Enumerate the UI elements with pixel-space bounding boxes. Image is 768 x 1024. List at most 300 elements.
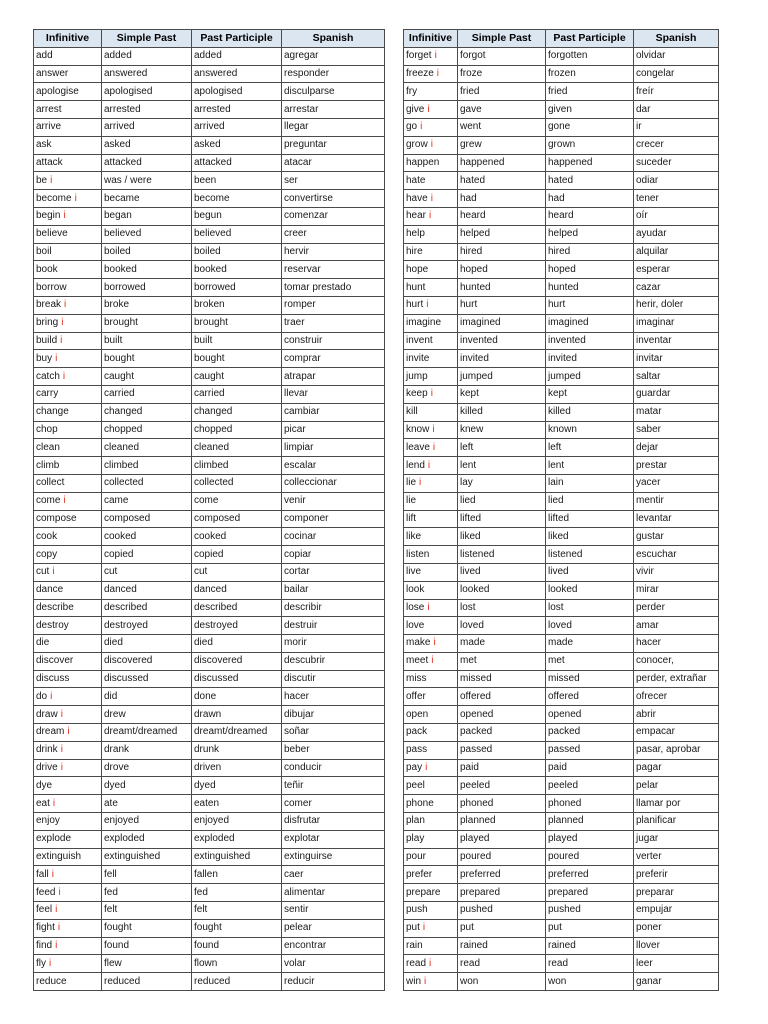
table-row xyxy=(34,154,385,172)
spanish-cell: preparar xyxy=(634,884,719,902)
irregular-marker: i xyxy=(424,975,427,987)
infinitive-cell xyxy=(34,296,102,314)
infinitive-text: freeze xyxy=(406,67,434,79)
irregular-marker: i xyxy=(74,192,77,204)
infinitive-text: describe xyxy=(36,601,74,613)
table-row xyxy=(404,546,719,564)
past-participle-cell: done xyxy=(192,688,282,706)
past-participle-cell: left xyxy=(546,439,634,457)
irregular-marker: i xyxy=(58,886,61,898)
past-participle-cell: frozen xyxy=(546,65,634,83)
infinitive-cell xyxy=(404,279,458,297)
infinitive-cell xyxy=(404,563,458,581)
past-participle-cell: fallen xyxy=(192,866,282,884)
simple-past-cell: jumped xyxy=(458,368,546,386)
simple-past-cell: danced xyxy=(102,581,192,599)
simple-past-cell: looked xyxy=(458,581,546,599)
simple-past-cell: asked xyxy=(102,136,192,154)
spanish-cell: tener xyxy=(634,190,719,208)
infinitive-text: copy xyxy=(36,548,58,560)
infinitive-text: lie xyxy=(406,495,417,507)
infinitive-cell xyxy=(34,813,102,831)
table-row xyxy=(34,332,385,350)
infinitive-text: discuss xyxy=(36,673,70,685)
spanish-cell: mentir xyxy=(634,492,719,510)
table-row xyxy=(34,617,385,635)
infinitive-text: catch xyxy=(36,370,60,382)
infinitive-text: become xyxy=(36,192,72,204)
simple-past-cell: drew xyxy=(102,706,192,724)
past-participle-cell: lived xyxy=(546,563,634,581)
verb-rows-right xyxy=(404,47,719,990)
table-row xyxy=(404,652,719,670)
table-row xyxy=(404,279,719,297)
spanish-cell: perder, extrañar xyxy=(634,670,719,688)
table-row xyxy=(404,830,719,848)
spanish-cell: morir xyxy=(282,635,385,653)
simple-past-cell: broke xyxy=(102,296,192,314)
spanish-cell: extinguirse xyxy=(282,848,385,866)
infinitive-cell xyxy=(404,492,458,510)
infinitive-cell xyxy=(404,777,458,795)
simple-past-cell: forgot xyxy=(458,47,546,65)
past-participle-cell: booked xyxy=(192,261,282,279)
col-header-spanish: Spanish xyxy=(634,30,719,48)
infinitive-text: feed xyxy=(36,886,56,898)
simple-past-cell: lived xyxy=(458,563,546,581)
col-header-spanish: Spanish xyxy=(282,30,385,48)
past-participle-cell: asked xyxy=(192,136,282,154)
irregular-marker: i xyxy=(52,566,55,578)
past-participle-cell: copied xyxy=(192,546,282,564)
spanish-cell: perder xyxy=(634,599,719,617)
past-participle-cell: opened xyxy=(546,706,634,724)
infinitive-text: arrest xyxy=(36,103,62,115)
table-row xyxy=(404,919,719,937)
table-row xyxy=(404,492,719,510)
infinitive-text: break xyxy=(36,299,62,311)
spanish-cell: colleccionar xyxy=(282,474,385,492)
infinitive-cell xyxy=(34,973,102,991)
infinitive-cell xyxy=(404,243,458,261)
infinitive-cell xyxy=(404,385,458,403)
infinitive-text: jump xyxy=(406,370,428,382)
infinitive-text: pack xyxy=(406,726,428,738)
infinitive-text: reduce xyxy=(36,975,67,987)
infinitive-cell xyxy=(34,118,102,136)
table-row xyxy=(404,884,719,902)
irregular-marker: i xyxy=(60,708,63,720)
table-row xyxy=(404,261,719,279)
past-participle-cell: eaten xyxy=(192,795,282,813)
infinitive-text: dance xyxy=(36,584,64,596)
table-row xyxy=(404,439,719,457)
past-participle-cell: lost xyxy=(546,599,634,617)
spanish-cell: beber xyxy=(282,741,385,759)
infinitive-text: invite xyxy=(406,352,430,364)
past-participle-cell: described xyxy=(192,599,282,617)
past-participle-cell: gone xyxy=(546,118,634,136)
table-row xyxy=(404,777,719,795)
infinitive-cell xyxy=(404,47,458,65)
table-row xyxy=(34,118,385,136)
infinitive-cell xyxy=(34,101,102,119)
simple-past-cell: built xyxy=(102,332,192,350)
irregular-marker: i xyxy=(427,459,431,471)
past-participle-cell: drawn xyxy=(192,706,282,724)
past-participle-cell: fried xyxy=(546,83,634,101)
spanish-cell: vivir xyxy=(634,563,719,581)
infinitive-text: attack xyxy=(36,156,63,168)
infinitive-cell xyxy=(34,190,102,208)
spanish-cell: disculparse xyxy=(282,83,385,101)
infinitive-cell xyxy=(34,688,102,706)
spanish-cell: alimentar xyxy=(282,884,385,902)
simple-past-cell: dyed xyxy=(102,777,192,795)
past-participle-cell: collected xyxy=(192,474,282,492)
simple-past-cell: arrested xyxy=(102,101,192,119)
past-participle-cell: carried xyxy=(192,385,282,403)
irregular-marker: i xyxy=(419,477,422,489)
table-row xyxy=(404,118,719,136)
simple-past-cell: invented xyxy=(458,332,546,350)
past-participle-cell: heard xyxy=(546,207,634,225)
infinitive-cell xyxy=(404,172,458,190)
irregular-marker: i xyxy=(67,726,70,738)
table-row xyxy=(34,973,385,991)
irregular-marker: i xyxy=(55,940,58,952)
spanish-cell: saber xyxy=(634,421,719,439)
past-participle-cell: poured xyxy=(546,848,634,866)
infinitive-cell xyxy=(404,474,458,492)
spanish-cell: hacer xyxy=(634,635,719,653)
past-participle-cell: built xyxy=(192,332,282,350)
simple-past-cell: did xyxy=(102,688,192,706)
infinitive-text: help xyxy=(406,228,425,240)
infinitive-text: buy xyxy=(36,352,53,364)
simple-past-cell: carried xyxy=(102,385,192,403)
infinitive-cell xyxy=(404,314,458,332)
irregular-marker: i xyxy=(422,922,426,934)
past-participle-cell: fed xyxy=(192,884,282,902)
simple-past-cell: peeled xyxy=(458,777,546,795)
infinitive-cell xyxy=(404,937,458,955)
simple-past-cell: loved xyxy=(458,617,546,635)
infinitive-cell xyxy=(34,474,102,492)
infinitive-cell xyxy=(404,546,458,564)
past-participle-cell: killed xyxy=(546,403,634,421)
infinitive-cell xyxy=(34,795,102,813)
spanish-cell: destruir xyxy=(282,617,385,635)
infinitive-cell xyxy=(34,332,102,350)
infinitive-text: compose xyxy=(36,512,77,524)
simple-past-cell: imagined xyxy=(458,314,546,332)
past-participle-cell: forgotten xyxy=(546,47,634,65)
spanish-cell: escuchar xyxy=(634,546,719,564)
table-row xyxy=(404,866,719,884)
simple-past-cell: destroyed xyxy=(102,617,192,635)
irregular-marker: i xyxy=(429,957,432,969)
past-participle-cell: packed xyxy=(546,724,634,742)
spanish-cell: dejar xyxy=(634,439,719,457)
irregular-marker: i xyxy=(434,50,437,62)
infinitive-text: listen xyxy=(406,548,430,560)
spanish-cell: escalar xyxy=(282,457,385,475)
infinitive-cell xyxy=(34,279,102,297)
spanish-cell: poner xyxy=(634,919,719,937)
table-row xyxy=(34,546,385,564)
infinitive-cell xyxy=(404,225,458,243)
spanish-cell: agregar xyxy=(282,47,385,65)
past-participle-cell: danced xyxy=(192,581,282,599)
table-row xyxy=(34,902,385,920)
simple-past-cell: rained xyxy=(458,937,546,955)
past-participle-cell: bought xyxy=(192,350,282,368)
col-header-simple-past: Simple Past xyxy=(102,30,192,48)
infinitive-cell xyxy=(34,368,102,386)
infinitive-text: hope xyxy=(406,263,429,275)
table-row xyxy=(404,136,719,154)
simple-past-cell: extinguished xyxy=(102,848,192,866)
past-participle-cell: believed xyxy=(192,225,282,243)
table-row xyxy=(404,528,719,546)
infinitive-cell xyxy=(34,528,102,546)
simple-past-cell: gave xyxy=(458,101,546,119)
infinitive-cell xyxy=(34,261,102,279)
table-row xyxy=(34,457,385,475)
table-row xyxy=(34,510,385,528)
table-row xyxy=(404,421,719,439)
simple-past-cell: phoned xyxy=(458,795,546,813)
spanish-cell: sentir xyxy=(282,902,385,920)
spanish-cell: venir xyxy=(282,492,385,510)
past-participle-cell: lent xyxy=(546,457,634,475)
col-header-simple-past: Simple Past xyxy=(458,30,546,48)
simple-past-cell: killed xyxy=(458,403,546,421)
table-row xyxy=(404,848,719,866)
spanish-cell: inventar xyxy=(634,332,719,350)
infinitive-text: phone xyxy=(406,797,434,809)
infinitive-text: fly xyxy=(36,957,46,969)
infinitive-text: fall xyxy=(36,868,49,880)
simple-past-cell: offered xyxy=(458,688,546,706)
table-row xyxy=(404,207,719,225)
past-participle-cell: hunted xyxy=(546,279,634,297)
table-row xyxy=(34,172,385,190)
infinitive-text: meet xyxy=(406,655,429,667)
table-row xyxy=(34,403,385,421)
simple-past-cell: cut xyxy=(102,563,192,581)
infinitive-cell xyxy=(34,617,102,635)
spanish-cell: componer xyxy=(282,510,385,528)
table-row xyxy=(34,724,385,742)
past-participle-cell: phoned xyxy=(546,795,634,813)
infinitive-text: win xyxy=(406,975,422,987)
spanish-cell: atacar xyxy=(282,154,385,172)
simple-past-cell: enjoyed xyxy=(102,813,192,831)
spanish-cell: tomar prestado xyxy=(282,279,385,297)
infinitive-text: cook xyxy=(36,530,58,542)
past-participle-cell: met xyxy=(546,652,634,670)
spanish-cell: copiar xyxy=(282,546,385,564)
irregular-marker: i xyxy=(60,334,63,346)
past-participle-cell: hoped xyxy=(546,261,634,279)
spanish-cell: oír xyxy=(634,207,719,225)
infinitive-cell xyxy=(34,599,102,617)
infinitive-text: chop xyxy=(36,423,58,435)
past-participle-cell: apologised xyxy=(192,83,282,101)
infinitive-text: cut xyxy=(36,566,50,578)
past-participle-cell: cooked xyxy=(192,528,282,546)
spanish-cell: odiar xyxy=(634,172,719,190)
simple-past-cell: went xyxy=(458,118,546,136)
past-participle-cell: discovered xyxy=(192,652,282,670)
infinitive-text: leave xyxy=(406,441,430,453)
infinitive-cell xyxy=(404,136,458,154)
table-row xyxy=(404,385,719,403)
table-row xyxy=(34,279,385,297)
infinitive-text: open xyxy=(406,708,429,720)
irregular-marker: i xyxy=(62,370,66,382)
infinitive-text: keep xyxy=(406,388,428,400)
simple-past-cell: made xyxy=(458,635,546,653)
infinitive-text: fight xyxy=(36,922,55,934)
spanish-cell: herir, doler xyxy=(634,296,719,314)
simple-past-cell: felt xyxy=(102,902,192,920)
simple-past-cell: planned xyxy=(458,813,546,831)
irregular-marker: i xyxy=(420,121,423,133)
infinitive-text: fry xyxy=(406,85,418,97)
simple-past-cell: became xyxy=(102,190,192,208)
irregular-marker: i xyxy=(430,139,433,151)
verb-table-left xyxy=(33,29,385,991)
past-participle-cell: lifted xyxy=(546,510,634,528)
past-participle-cell: drunk xyxy=(192,741,282,759)
simple-past-cell: fed xyxy=(102,884,192,902)
past-participle-cell: dyed xyxy=(192,777,282,795)
simple-past-cell: heard xyxy=(458,207,546,225)
simple-past-cell: lay xyxy=(458,474,546,492)
spanish-cell: volar xyxy=(282,955,385,973)
infinitive-text: kill xyxy=(406,406,418,418)
infinitive-cell xyxy=(404,510,458,528)
infinitive-text: die xyxy=(36,637,50,649)
infinitive-cell xyxy=(34,937,102,955)
simple-past-cell: kept xyxy=(458,385,546,403)
spanish-cell: dar xyxy=(634,101,719,119)
past-participle-cell: climbed xyxy=(192,457,282,475)
past-participle-cell: arrested xyxy=(192,101,282,119)
past-participle-cell: extinguished xyxy=(192,848,282,866)
spanish-cell: imaginar xyxy=(634,314,719,332)
infinitive-cell xyxy=(34,172,102,190)
infinitive-cell xyxy=(34,439,102,457)
table-row xyxy=(34,474,385,492)
spanish-cell: descubrir xyxy=(282,652,385,670)
table-row xyxy=(34,421,385,439)
table-row xyxy=(404,474,719,492)
infinitive-text: dream xyxy=(36,726,65,738)
infinitive-text: put xyxy=(406,922,420,934)
infinitive-cell xyxy=(34,759,102,777)
infinitive-text: know xyxy=(406,423,430,435)
table-row xyxy=(404,813,719,831)
past-participle-cell: become xyxy=(192,190,282,208)
spanish-cell: encontrar xyxy=(282,937,385,955)
spanish-cell: construir xyxy=(282,332,385,350)
table-row xyxy=(34,919,385,937)
spanish-cell: cocinar xyxy=(282,528,385,546)
spanish-cell: prestar xyxy=(634,457,719,475)
simple-past-cell: changed xyxy=(102,403,192,421)
spanish-cell: dibujar xyxy=(282,706,385,724)
table-row xyxy=(34,368,385,386)
table-row xyxy=(34,670,385,688)
spanish-cell: soñar xyxy=(282,724,385,742)
infinitive-text: like xyxy=(406,530,422,542)
spanish-cell: cambiar xyxy=(282,403,385,421)
past-participle-cell: invited xyxy=(546,350,634,368)
spanish-cell: describir xyxy=(282,599,385,617)
irregular-marker: i xyxy=(430,192,433,204)
past-participle-cell: loved xyxy=(546,617,634,635)
spanish-cell: limpiar xyxy=(282,439,385,457)
table-row xyxy=(404,225,719,243)
simple-past-cell: discussed xyxy=(102,670,192,688)
spanish-cell: responder xyxy=(282,65,385,83)
simple-past-cell: added xyxy=(102,47,192,65)
infinitive-cell xyxy=(404,599,458,617)
past-participle-cell: begun xyxy=(192,207,282,225)
infinitive-cell xyxy=(404,528,458,546)
infinitive-cell xyxy=(404,813,458,831)
infinitive-text: build xyxy=(36,334,58,346)
infinitive-text: drink xyxy=(36,744,58,756)
infinitive-cell xyxy=(404,635,458,653)
irregular-marker: i xyxy=(50,174,53,186)
table-row xyxy=(34,83,385,101)
infinitive-text: hunt xyxy=(406,281,426,293)
simple-past-cell: died xyxy=(102,635,192,653)
simple-past-cell: preferred xyxy=(458,866,546,884)
infinitive-text: have xyxy=(406,192,428,204)
table-row xyxy=(34,830,385,848)
infinitive-cell xyxy=(34,385,102,403)
spanish-cell: convertirse xyxy=(282,190,385,208)
simple-past-cell: played xyxy=(458,830,546,848)
irregular-marker: i xyxy=(427,601,430,613)
past-participle-cell: chopped xyxy=(192,421,282,439)
infinitive-cell xyxy=(34,955,102,973)
past-participle-cell: answered xyxy=(192,65,282,83)
past-participle-cell: lain xyxy=(546,474,634,492)
infinitive-cell xyxy=(404,955,458,973)
past-participle-cell: put xyxy=(546,919,634,937)
infinitive-cell xyxy=(404,421,458,439)
table-row xyxy=(404,741,719,759)
past-participle-cell: brought xyxy=(192,314,282,332)
infinitive-text: explode xyxy=(36,833,72,845)
table-row xyxy=(404,243,719,261)
table-row xyxy=(34,350,385,368)
past-participle-cell: reduced xyxy=(192,973,282,991)
table-row xyxy=(34,190,385,208)
table-row xyxy=(34,777,385,795)
infinitive-text: read xyxy=(406,957,427,969)
infinitive-text: apologise xyxy=(36,85,79,97)
past-participle-cell: cleaned xyxy=(192,439,282,457)
irregular-marker: i xyxy=(427,103,430,115)
